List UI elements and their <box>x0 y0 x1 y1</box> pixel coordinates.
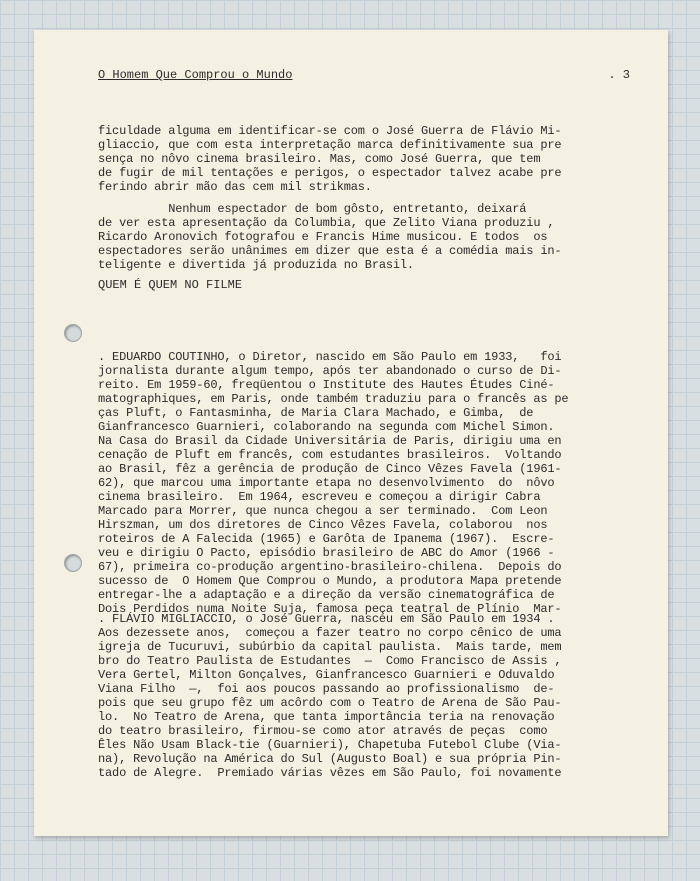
text-line: 67), primeira co-produção argentino-brasileiro-chilena. Depois do <box>98 560 562 574</box>
paragraph-intro <box>98 124 632 194</box>
text-line: teligente e divertida já produzida no Brasil. <box>98 258 414 272</box>
text-line: Aos dezessete anos, começou a fazer teatro no corpo cênico de uma <box>98 626 562 640</box>
text-line: matographiques, em Paris, onde também traduziu para o francês as pe <box>98 392 569 406</box>
text-line: . FLÁVIO MIGLIACCIO, o José Guerra, nasceu em São Paulo em 1934 . <box>98 612 555 626</box>
text-line: jornalista durante algum tempo, após ter abandonado o curso de Di- <box>98 364 562 378</box>
text-line: na), Revolução na América do Sul (Augusto Boal) e sua própria Pin- <box>98 752 562 766</box>
text-line: cinema brasileiro. Em 1964, escreveu e começou a dirigir Cabra <box>98 490 541 504</box>
binder-hole <box>64 324 82 342</box>
bio-coutinho <box>98 350 632 616</box>
text-line: sença no nôvo cinema brasileiro. Mas, como José Guerra, que tem <box>98 152 541 166</box>
text-line: veu e dirigiu O Pacto, episódio brasileiro de ABC do Amor (1966 - <box>98 546 555 560</box>
text-line: Vera Gertel, Milton Gonçalves, Gianfrancesco Guarnieri e Oduvaldo <box>98 668 555 682</box>
text-line: Nenhum espectador de bom gôsto, entretanto, deixará <box>98 202 527 216</box>
text-line: Marcado para Morrer, que nunca chegou a ser terminado. Com Leon <box>98 504 548 518</box>
text-line: lo. No Teatro de Arena, que tanta importância teria na renovação <box>98 710 555 724</box>
text-line: igreja de Tucuruvi, subúrbio da capital paulista. Mais tarde, mem <box>98 640 562 654</box>
text-line: Êles Não Usam Black-tie (Guarnieri), Chapetuba Futebol Clube (Via- <box>98 738 562 752</box>
text-line: Na Casa do Brasil da Cidade Universitária de Paris, dirigiu uma en <box>98 434 562 448</box>
text-line: bro do Teatro Paulista de Estudantes — Como Francisco de Assis , <box>98 654 562 668</box>
paragraph-recommendation <box>98 202 632 272</box>
text-line: 62), que marcou uma importante etapa no desenvolvimento do nôvo <box>98 476 555 490</box>
text-line: cenação de Pluft em francês, com estudantes brasileiros. Voltando <box>98 448 562 462</box>
section-heading: QUEM É QUEM NO FILME <box>98 278 243 292</box>
text-line: sucesso de O Homem Que Comprou o Mundo, a produtora Mapa pretende <box>98 574 562 588</box>
text-line: ças Pluft, o Fantasminha, de Maria Clara Machado, e Gimba, de <box>98 406 534 420</box>
text-line: roteiros de A Falecida (1965) e Garôta de Ipanema (1967). Escre- <box>98 532 555 546</box>
page-number: . 3 <box>608 68 630 82</box>
text-line: Hirszman, um dos diretores de Cinco Vêzes Favela, colaborou nos <box>98 518 548 532</box>
text-line: Ricardo Aronovich fotografou e Francis Hime musicou. E todos os <box>98 230 548 244</box>
text-line: ao Brasil, fêz a gerência de produção de Cinco Vêzes Favela (1961- <box>98 462 562 476</box>
text-line: espectadores serão unânimes em dizer que esta é a comédia mais in- <box>98 244 562 258</box>
text-line: do teatro brasileiro, firmou-se como ator através de peças como <box>98 724 548 738</box>
text-line: ferindo abrir mão das cem mil strikmas. <box>98 180 372 194</box>
text-line: de fugir de mil tentações e perigos, o espectador talvez acabe pre <box>98 166 562 180</box>
text-line: pois que seu grupo fêz um acôrdo com o Teatro de Arena de São Pau- <box>98 696 562 710</box>
text-line: reito. Em 1959-60, freqüentou o Institute des Hautes Études Ciné- <box>98 378 555 392</box>
binder-hole <box>64 554 82 572</box>
bio-migliaccio <box>98 612 632 780</box>
text-line: entregar-lhe a adaptação e a direção da versão cinematográfica de <box>98 588 555 602</box>
text-line: Gianfrancesco Guarnieri, colaborando na segunda com Michel Simon. <box>98 420 555 434</box>
page-header <box>98 68 630 84</box>
text-line: ficuldade alguma em identificar-se com o José Guerra de Flávio Mi- <box>98 124 562 138</box>
text-line: gliaccio, que com esta interpretação marca definitivamente sua pre <box>98 138 562 152</box>
text-line: . EDUARDO COUTINHO, o Diretor, nascido em São Paulo em 1933, foi <box>98 350 562 364</box>
text-line: de ver esta apresentação da Columbia, que Zelito Viana produziu , <box>98 216 555 230</box>
document-title: O Homem Que Comprou o Mundo <box>98 68 293 82</box>
text-line: Viana Filho —, foi aos poucos passando ao profissionalismo de- <box>98 682 555 696</box>
text-line: Dois Perdidos numa Noite Suja, famosa peça teatral de Plínio Mar- <box>98 602 562 616</box>
text-line: tado de Alegre. Premiado várias vêzes em São Paulo, foi novamente <box>98 766 562 780</box>
